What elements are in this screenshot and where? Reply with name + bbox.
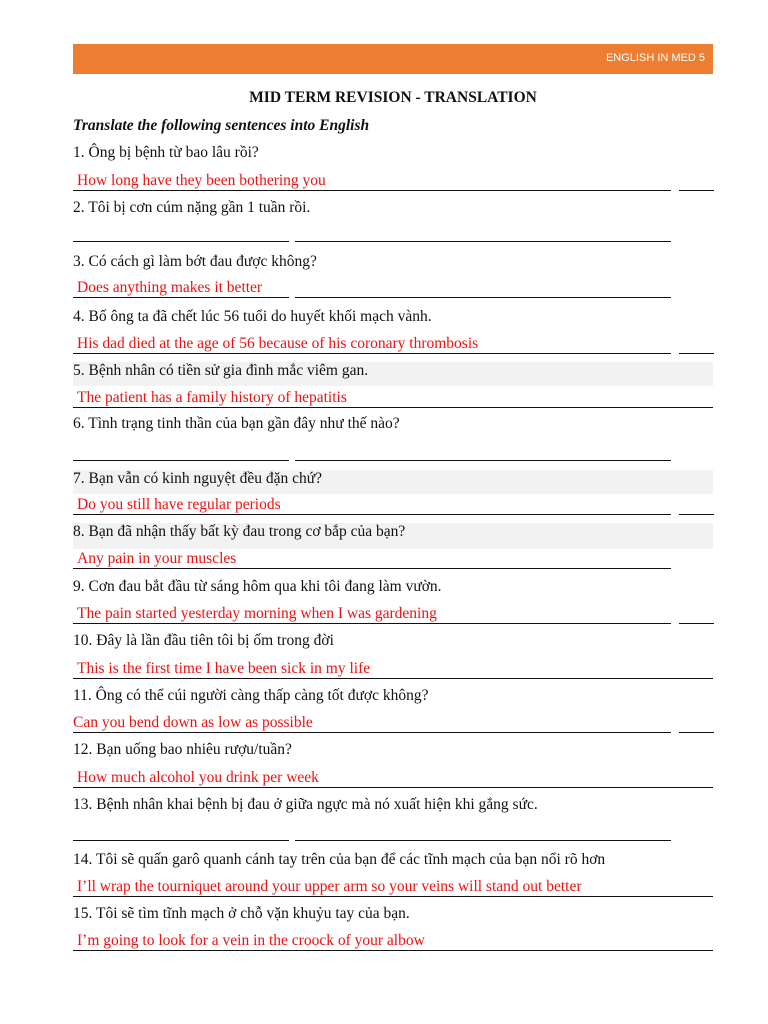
question-3 (73, 253, 713, 271)
answer-text: His dad died at the age of 56 because of his coronary thrombosis (77, 335, 479, 352)
question-15 (73, 905, 713, 923)
question-text: 9. Cơn đau bắt đầu từ sáng hôm qua khi tôi đang làm vườn. (73, 578, 442, 595)
question-11 (73, 687, 713, 705)
answer-text: How much alcohol you drink per week (77, 769, 319, 786)
answer-text: The patient has a family history of hepatitis (77, 389, 347, 406)
question-text: 5. Bệnh nhân có tiền sử gia đình mắc viêm gan. (73, 362, 369, 379)
answer-text: Does anything makes it better (77, 279, 263, 296)
answer-line-15[interactable] (73, 928, 713, 951)
question-9 (73, 578, 713, 596)
question-text: 10. Đây là lần đầu tiên tôi bị ốm trong đời (73, 632, 334, 649)
answer-line-10[interactable] (73, 656, 713, 679)
question-10 (73, 632, 713, 650)
answer-line-tail (679, 168, 714, 191)
question-14 (73, 851, 713, 869)
question-text: 6. Tình trạng tinh thần của bạn gần đây như thế nào? (73, 415, 400, 432)
question-5 (73, 362, 713, 386)
question-text: 11. Ông có thể cúi người càng thấp càng tốt được không? (73, 687, 429, 704)
question-4 (73, 308, 713, 326)
answer-text: How long have they been bothering you (77, 172, 326, 189)
answer-line-9[interactable] (73, 601, 671, 624)
answer-line-tail (679, 710, 714, 733)
answer-line-tail (679, 601, 714, 624)
answer-text: Any pain in your muscles (77, 550, 237, 567)
answer-text: Can you bend down as low as possible (73, 714, 313, 731)
header-bar (73, 44, 713, 74)
question-text: 14. Tôi sẽ quấn garô quanh cánh tay trên của bạn để các tĩnh mạch của bạn nổi rõ hơn (73, 851, 606, 868)
answer-text: I’ll wrap the tourniquet around your upper arm so your veins will stand out better (77, 878, 582, 895)
question-text: 8. Bạn đã nhận thấy bất kỳ đau trong cơ bắp của bạn? (73, 523, 406, 540)
answer-line-4[interactable] (73, 331, 671, 354)
answer-line-2[interactable] (73, 219, 671, 242)
answer-line-7[interactable] (73, 492, 671, 515)
question-text: 12. Bạn uống bao nhiêu rượu/tuần? (73, 741, 292, 758)
answer-line-tail (679, 492, 714, 515)
page-title: MID TERM REVISION - TRANSLATION (249, 89, 537, 106)
answer-text: The pain started yesterday morning when I was gardening (77, 605, 437, 622)
answer-line-1[interactable] (73, 168, 671, 191)
answer-line-6[interactable] (73, 438, 671, 461)
question-text: 13. Bệnh nhân khai bệnh bị đau ở giữa ngực mà nó xuất hiện khi gắng sức. (73, 796, 538, 813)
answer-text: I’m going to look for a vein in the croock of your albow (77, 932, 425, 949)
answer-line-11[interactable] (73, 710, 671, 733)
answer-text: This is the first time I have been sick in my life (77, 660, 371, 677)
answer-line-14[interactable] (73, 874, 713, 897)
question-6 (73, 415, 713, 433)
answer-text: Do you still have regular periods (77, 496, 281, 513)
question-2 (73, 199, 713, 217)
question-text: 7. Bạn vẫn có kinh nguyệt đều đặn chứ? (73, 470, 323, 487)
answer-line-3[interactable] (73, 275, 671, 298)
question-text: 2. Tôi bị cơn cúm nặng gần 1 tuần rồi. (73, 199, 311, 216)
answer-line-8[interactable] (73, 546, 671, 569)
question-12 (73, 741, 713, 759)
question-text: 4. Bố ông ta đã chết lúc 56 tuổi do huyết khối mạch vành. (73, 308, 432, 325)
header-label: ENGLISH IN MED 5 (605, 52, 705, 64)
question-text: 15. Tôi sẽ tìm tĩnh mạch ở chỗ vặn khuỷu tay của bạn. (73, 905, 410, 922)
question-13 (73, 796, 713, 814)
question-1 (73, 144, 713, 162)
question-text: 1. Ông bị bệnh từ bao lâu rồi? (73, 144, 259, 161)
answer-line-13[interactable] (73, 818, 671, 841)
answer-line-5[interactable] (73, 385, 713, 408)
answer-line-tail (679, 331, 714, 354)
instruction: Translate the following sentences into English (73, 117, 370, 134)
question-text: 3. Có cách gì làm bớt đau được không? (73, 253, 317, 270)
answer-line-12[interactable] (73, 765, 713, 788)
question-7 (73, 470, 713, 494)
